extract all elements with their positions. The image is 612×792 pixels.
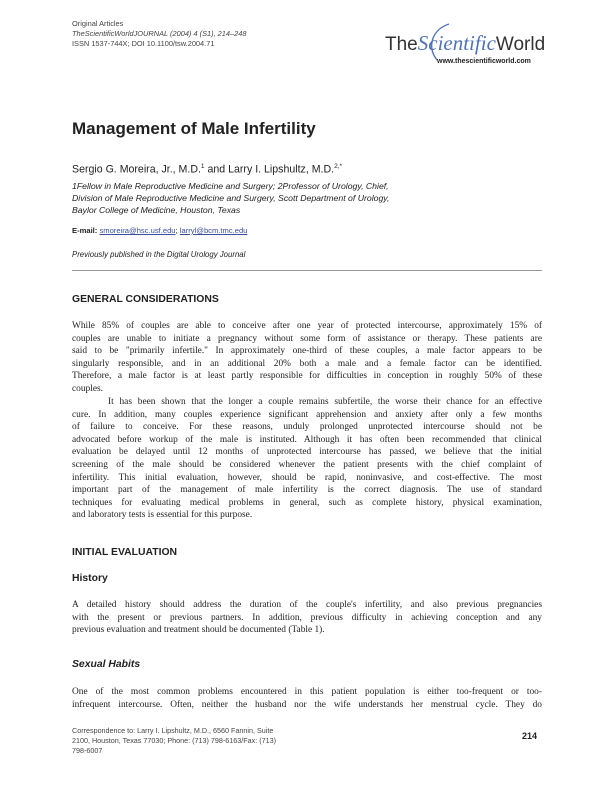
text-line: One of the most common problems encountered in this patient population is either too-frequent or too-: [72, 687, 542, 697]
paragraph-general-1: [72, 320, 542, 396]
text-line: infertility. This initial evaluation, however, should be rapid, noninvasive, and cost-effective. The most: [72, 472, 542, 483]
text-line: with the present or previous partners. In addition, previous difficulty in achieving conception and any: [72, 612, 542, 623]
logo-word-the: The: [385, 34, 418, 55]
journal-citation: TheScientificWorldJOURNAL (2004) 4 (S1), 214–248: [72, 29, 247, 38]
affiliation-line: Baylor College of Medicine, Houston, Texas: [72, 205, 241, 215]
text-line: and laboratory tests is essential for this purpose.: [72, 510, 253, 521]
author-1-affil-mark: 1: [200, 163, 205, 170]
heading-general-considerations: GENERAL CONSIDERATIONS: [72, 294, 219, 305]
text-line: techniques for evaluating medical problems in general, such as complete history, physical examination,: [72, 497, 542, 508]
heading-history: History: [72, 573, 108, 584]
correspondence-footnote: [72, 726, 276, 756]
text-line: cure. In addition, many couples experience significant apprehension and anxiety after only a few months: [72, 409, 542, 420]
email-line: [72, 226, 247, 235]
text-line: advocated before workup of the male is instituted. Although it has often been recommended that clinical: [72, 434, 542, 445]
text-line: While 85% of couples are able to conceive after one year of protected intercourse, approximately 15% of: [72, 321, 542, 331]
text-line: evaluation be delayed until 12 months of unprotected intercourse has passed, we believe that the initial: [72, 447, 542, 458]
text-line: It has been shown that the longer a couple remains subfertile, the worse their chance for an effective: [108, 397, 542, 407]
journal-logo: [385, 30, 545, 72]
text-line: couples are unable to initiate a pregnancy without some form of assistance or therapy. These patients are: [72, 333, 542, 344]
text-line: Therefore, a male factor is at least partly responsible for difficulties in conception in roughly 50% of these: [72, 371, 542, 382]
heading-initial-evaluation: INITIAL EVALUATION: [72, 547, 178, 558]
logo-word-world: World: [495, 34, 546, 55]
email-link-lipshultz[interactable]: larryl@bcm.tmc.edu: [179, 226, 248, 235]
text-line: singularly responsible, and in an additional 20% both a male and a female factor can be identified.: [72, 358, 542, 369]
text-line: previous evaluation and treatment should be documented (Table 1).: [72, 625, 325, 636]
text-line: A detailed history should address the duration of the couple's infertility, and also previous pregnancies: [72, 600, 542, 610]
previously-published-note: Previously published in the Digital Urology Journal: [72, 250, 246, 259]
page-number: 214: [522, 731, 538, 741]
email-link-moreira[interactable]: smoreira@hsc.usf.edu: [99, 226, 176, 235]
author-line: [72, 163, 342, 176]
affiliation-line: 1Fellow in Male Reproductive Medicine and Surgery; 2Professor of Urology, Chief,: [72, 181, 389, 191]
affiliation-line: Division of Male Reproductive Medicine and Surgery, Scott Department of Urology,: [72, 193, 390, 203]
paragraph-sexual-habits: [72, 686, 542, 711]
footnote-line: 798-6007: [72, 746, 103, 755]
author-conjunction: and: [204, 163, 229, 176]
affiliations: [72, 180, 389, 216]
paragraph-history: [72, 599, 542, 637]
email-label: E-mail:: [72, 226, 98, 235]
logo-wordmark: [385, 30, 545, 58]
text-line: screening of the male should be considered whenever the patient presents with the chief complaint of: [72, 459, 542, 470]
text-line: of failure to conceive. For these reasons, unduly prolonged unprotected intercourse should not be: [72, 422, 542, 433]
email-separator: ;: [175, 226, 180, 235]
text-line: important part of the management of male infertility is the correct diagnosis. The use of standard: [72, 485, 542, 496]
article-title: Management of Male Infertility: [72, 119, 316, 138]
author-1: Sergio G. Moreira, Jr., M.D.: [72, 163, 201, 176]
logo-url: www.thescientificworld.com: [437, 58, 531, 65]
author-2-affil-mark: 2,*: [334, 163, 343, 170]
text-line: couples.: [72, 383, 103, 394]
issn-doi: ISSN 1537-744X; DOI 10.1100/tsw.2004.71: [72, 39, 215, 48]
heading-sexual-habits: Sexual Habits: [72, 659, 141, 670]
author-2: Larry I. Lipshultz, M.D.: [228, 163, 335, 176]
text-line: said to be "primarily infertile." In approximately one-third of these couples, a male factor appears to be: [72, 346, 542, 357]
logo-word-scientific: Scientific: [417, 31, 496, 55]
header-divider: [72, 270, 542, 271]
paragraph-general-2: [72, 396, 542, 522]
footnote-line: Correspondence to: Larry I. Lipshultz, M.D., 6560 Fannin, Suite: [72, 726, 274, 735]
section-label: Original Articles: [72, 19, 124, 28]
text-line: infrequent intercourse. Often, neither the husband nor the wife understands her menstrual cycle. They do: [72, 699, 542, 710]
footnote-line: 2100, Houston, Texas 77030; Phone: (713) 798-6163/Fax: (713): [72, 736, 277, 745]
journal-header: [72, 19, 246, 49]
